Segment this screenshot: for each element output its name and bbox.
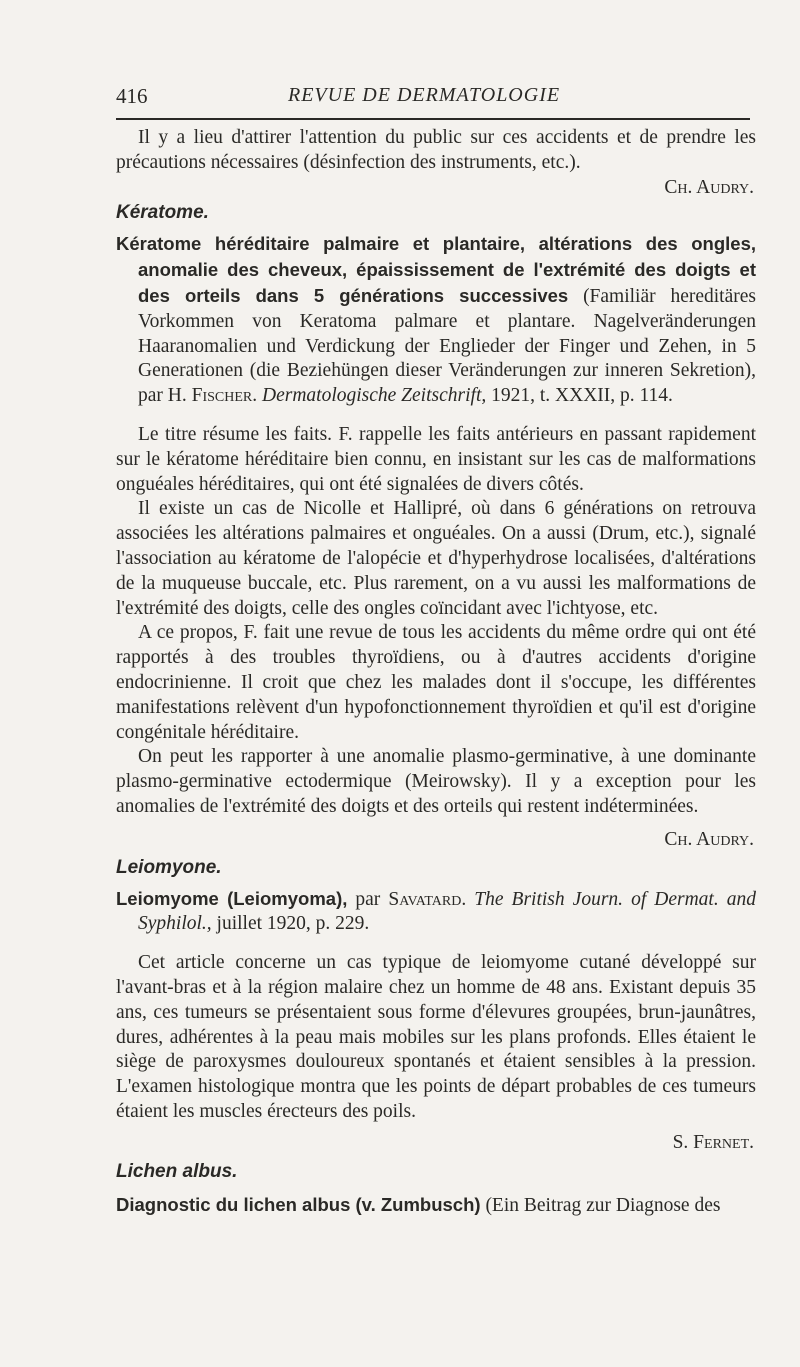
keratome-entry-ref-a: (Familiär hereditäres Vorkommen von Keratoma palmare et plantare. Nagelveränderungen Haaranomalien und Verdickung der Englieder der Finger und Zehen, in 5 Generationen (die Beziehüngen dieser Veränderungen zur inneren Sekretion), par (138, 285, 756, 407)
keratome-entry (116, 232, 756, 409)
leiomyone-entry-par: par (355, 888, 381, 910)
leiomyone-paragraph: Cet article concerne un cas typique de leiomyome cutané développé sur l'avant-bras et à la région malaire chez un homme de 48 ans. Existant depuis 35 ans, ces tumeurs se présentaient sous forme d'élevures groupées, brun-jaunâtres, dures, adhérentes à la peau mais mobiles sur les plans profonds. Elles étaient le siège de paroxysmes douloureux spontanés et étaient sensibles à la pression. L'examen histologique montra que les points de départ probables de ces tumeurs étaient les muscles érecteurs des poils. (116, 952, 756, 1122)
leiomyone-entry (116, 887, 756, 938)
lichen-entry-title: Diagnostic du lichen albus (v. Zumbusch) (116, 1194, 481, 1216)
page-number: 416 (116, 84, 148, 108)
section-title-leiomyone: Leiomyone. (116, 856, 222, 878)
keratome-entry-title: Kératome héréditaire palmaire et plantaire, altérations des ongles, anomalie des cheveux, épaississement de l'extrémité des doigts et des orteils dans 5 générations successives (116, 233, 756, 306)
keratome-entry-ref-b: 1921, t. XXXII, p. 114. (491, 385, 673, 407)
intro-signature: Ch. Audry. (664, 176, 754, 198)
keratome-entry-author: H. Fischer. (167, 385, 258, 407)
leiomyone-signature (116, 1131, 756, 1156)
running-title: REVUE DE DERMATOLOGIE (288, 84, 561, 106)
keratome-entry-journal: Dermatologische Zeitschrift, (262, 385, 487, 407)
leiomyone-entry-journal: The British Journ. of Dermat. and Syphilol., (138, 888, 756, 935)
spacer (116, 409, 756, 423)
keratome-signature: Ch. Audry. (664, 828, 754, 850)
keratome-paragraph: On peut les rapporter à une anomalie plasmo-germinative, à une dominante plasmo-germinative ectodermique (Meirowsky). Il y a exception pour les anomalies de l'extrémité des doigts et des orteils qui restent indéterminées. (116, 746, 756, 817)
lichen-entry-ref: (Ein Beitrag zur Diagnose des (485, 1195, 721, 1217)
lichen-entry (116, 1193, 756, 1219)
keratome-paragraph: A ce propos, F. fait une revue de tous les accidents du même ordre qui ont été rapportés à des troubles thyroïdiens, ou à d'autres accidents d'origine endocrinienne. Il croit que chez les malades dont il s'occupe, les différentes manifestations relèvent d'un hypofonctionnement thyroïdien et qu'il est d'origine congénitale héréditaire. (116, 622, 756, 743)
spacer (116, 937, 756, 951)
section-title-lichen: Lichen albus. (116, 1161, 238, 1183)
leiomyone-entry-date: juillet 1920, p. 229. (216, 913, 370, 935)
keratome-paragraph: Il existe un cas de Nicolle et Hallipré, où dans 6 générations on retrouva associées les altérations palmaires et onguéales. On a aussi (Drum, etc.), signalé l'association au kératome de l'alopécie et d'hyperhydrose localisées, d'altérations de la muqueuse buccale, etc. Plus rarement, on a vu aussi les malformations de l'extrémité des doigts, celle des ongles coïncidant avec l'ichtyose, etc. (116, 498, 756, 619)
section-title-keratome: Kératome. (116, 202, 209, 224)
leiomyone-signature-text: S. Fernet. (672, 1131, 754, 1153)
keratome-paragraph: Le titre résume les faits. F. rappelle les faits antérieurs en passant rapidement sur le kératome héréditaire bien connu, en insistant sur les cas de malformations onguéales héréditaires, qui ont été signalées de divers côtés. (116, 423, 756, 495)
intro-paragraph: Il y a lieu d'attirer l'attention du public sur ces accidents et de prendre les précautions nécessaires (désinfection des instruments, etc.). (116, 127, 756, 173)
text-column (116, 126, 756, 1219)
leiomyone-entry-title: Leiomyome (Leiomyoma), (116, 887, 348, 909)
header-rule (116, 118, 750, 120)
leiomyone-entry-author: Savatard. (388, 888, 467, 910)
